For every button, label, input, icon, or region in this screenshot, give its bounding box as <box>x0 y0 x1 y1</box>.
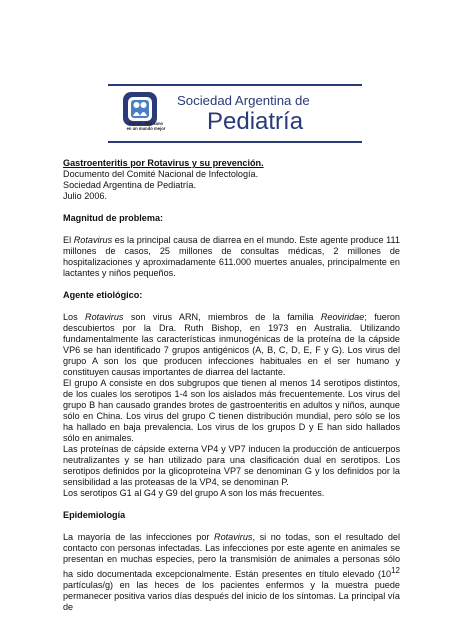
paragraph-magnitud <box>63 235 400 279</box>
meta-line: Sociedad Argentina de Pediatría. <box>63 180 196 190</box>
paragraph-agente-2: El grupo A consiste en dos subgrupos que tienen al menos 14 serotipos distintos, de los cuales los serotipos 1-4 son los aislados más frecuentemente. Los virus del grupo B han causado grandes brotes de gastroenteritis en adultos y niños, aunque sólo en China. Los virus del grupo C tienen distribución mundial, pero sólo se los ha hallado en baja prevalencia. Los virus de los grupos D y E han sido hallados sólo en animales. <box>63 378 400 443</box>
text-run: , si no todas, son el resultado del contacto con personas infectadas. Las infecciones por este agente en animales se presentan en muchas especies, pero la transmisión de animales a personas sólo ha sido documentada excepcionalmente. Están presentes en título elevado (10 <box>63 532 400 579</box>
text-run: es la principal causa de diarrea en el mundo. Este agente produce 111 millones de casos, 25 millones de consultas médicas, 2 millones de hospitalizaciones y aproximadamente 611.000 muertes anuales, principalmente en lactantes y niños pequeños. <box>63 235 400 278</box>
text-run: Rotavirus <box>85 312 124 322</box>
text-run: Los <box>63 312 86 322</box>
section-heading-agente: Agente etiológico: <box>63 290 143 300</box>
section-heading-magnitud: Magnitud de problema: <box>63 213 164 223</box>
text-run: Reoviridae <box>320 312 365 322</box>
paragraph-agente-4: Los serotipos G1 al G4 y G9 del grupo A son los más frecuentes. <box>63 488 325 498</box>
meta-line: Documento del Comité Nacional de Infectología. <box>63 169 259 179</box>
paragraph-epidemiologia <box>63 532 400 613</box>
paragraph-agente-1 <box>63 312 400 378</box>
document-title: Gastroenteritis por Rotavirus y su prevención. <box>63 158 264 168</box>
header-rule-bottom <box>108 141 362 143</box>
text-run: Rotavirus <box>73 235 113 245</box>
text-run: son virus ARN, miembros de la familia <box>123 312 321 322</box>
logo-motto <box>120 121 172 131</box>
text-run: ; fueron descubiertos por la Dra. Ruth Bishop, en 1973 en Australia. Utilizando fundamentalmente las características inmunogénicas de la proteína de la cápside VP6 se han identificado 7 grupos antigénicos (A, B, C, D, E, F y G). Los virus del grupo A son los que producen infecciones habituales en el ser humano y constituyen causas importantes de diarrea del lactante. <box>63 312 400 377</box>
section-heading-epidemiologia: Epidemiología <box>63 510 126 520</box>
motto-line-1: Por un niño sano <box>128 121 164 126</box>
motto-line-2: en un mundo mejor <box>126 126 166 131</box>
org-name-line1: Sociedad Argentina de <box>177 93 310 108</box>
header-banner <box>108 84 362 144</box>
superscript: 12 <box>391 566 400 575</box>
paragraph-agente-3: Las proteínas de cápside externa VP4 y VP7 inducen la producción de anticuerpos neutralizantes y se han utilizado para una clasificación dual en serotipos. Los serotipos definidos por la glicoproteína VP7 se denominan G y los definidos por la sensibilidad a las proteasas de la VP4, se denominan P. <box>63 444 400 487</box>
meta-line: Julio 2006. <box>63 191 107 201</box>
sap-logo-icon <box>120 90 170 142</box>
org-name-line2: Pediatría <box>207 108 304 135</box>
document-body <box>63 158 400 613</box>
text-run: El <box>63 235 74 245</box>
text-run: La mayoría de las infecciones por <box>63 532 215 542</box>
header-rule-top <box>108 84 362 86</box>
text-run: partículas/g) en las heces de los pacientes enfermos y la muestra puede permanecer positiva varios días después del inicio de los síntomas. La principal vía de <box>63 580 400 612</box>
text-run: Rotavirus <box>214 532 253 542</box>
